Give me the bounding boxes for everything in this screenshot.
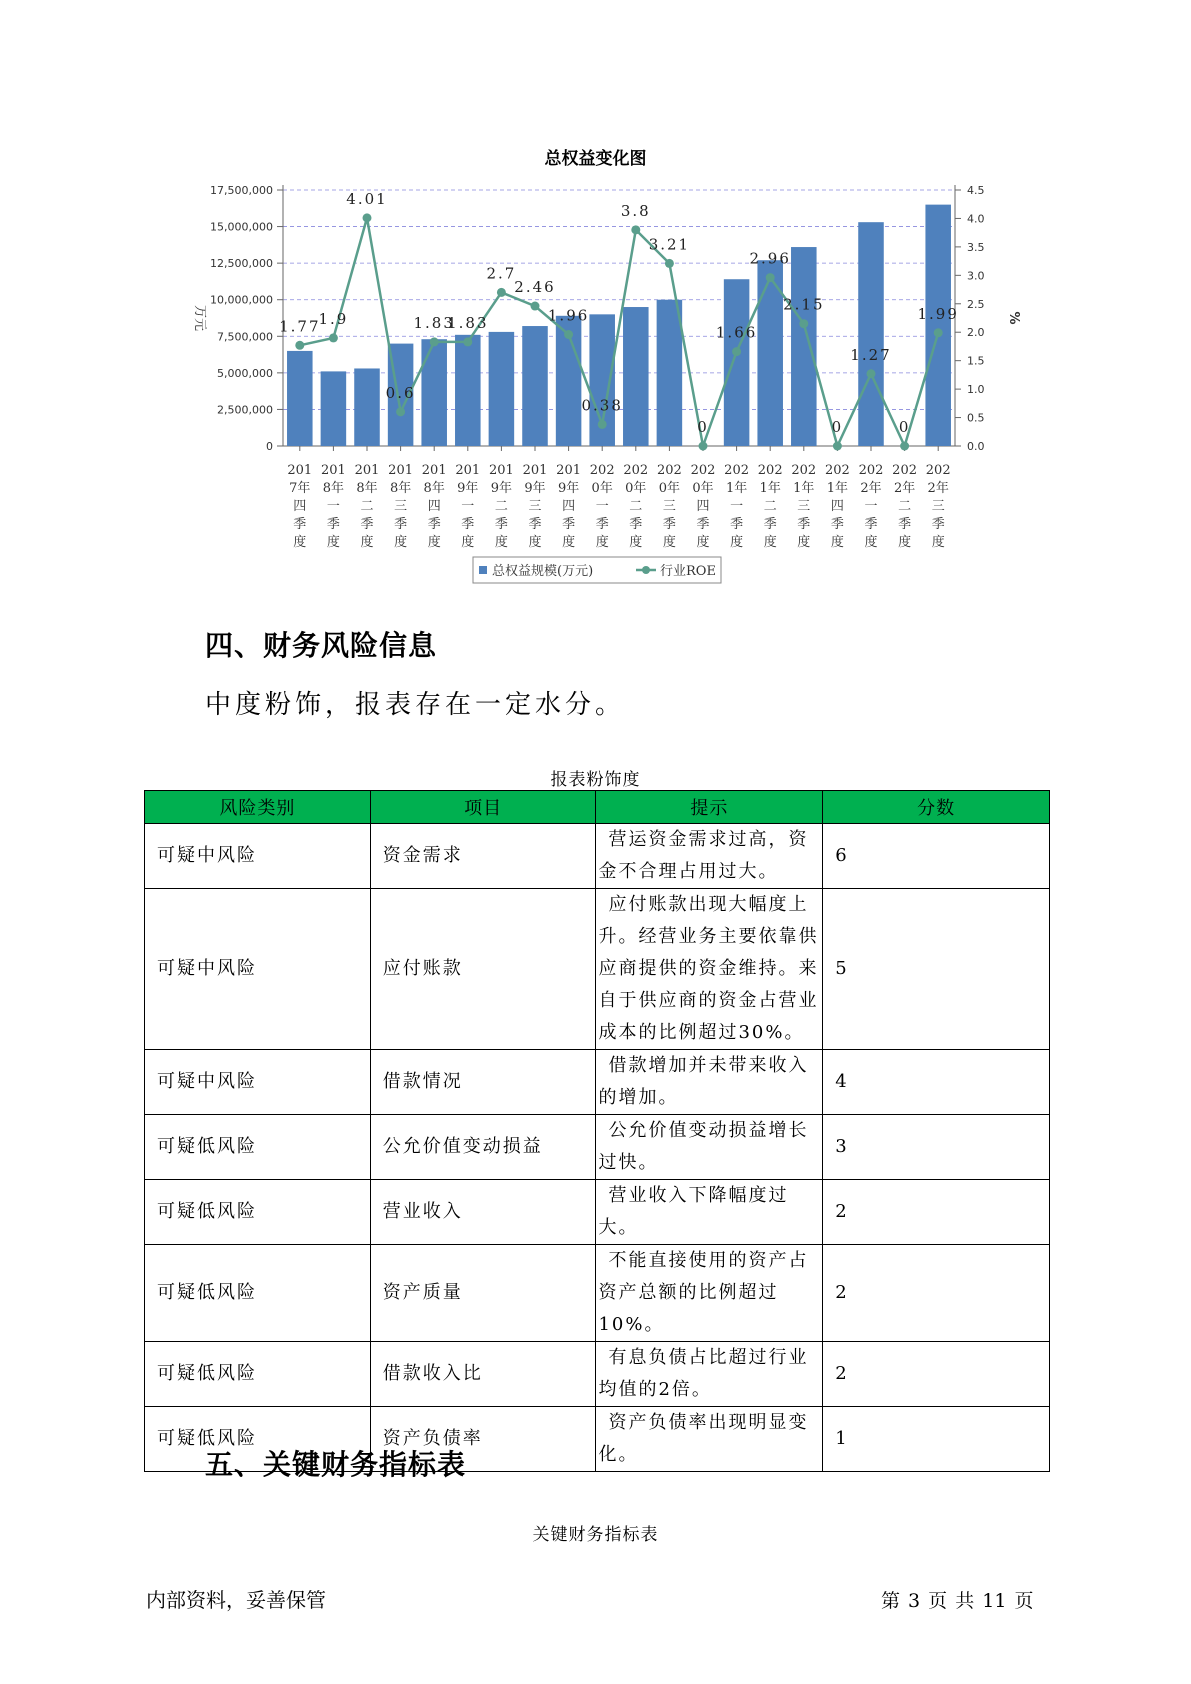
- x-axis-tick-label: 0年: [658, 481, 681, 496]
- tip-cell: 营运资金需求过高，资金不合理占用过大。: [596, 824, 823, 889]
- risk-category-cell: 可疑中风险: [145, 889, 371, 1050]
- x-axis-tick-label: 三: [394, 499, 408, 514]
- x-axis-tick-label: 8年: [356, 481, 378, 496]
- item-cell: 资产负债率: [370, 1407, 596, 1472]
- x-axis-tick-label: 季: [595, 517, 609, 532]
- x-axis-tick-label: 度: [595, 535, 609, 550]
- item-cell: 借款收入比: [370, 1342, 596, 1407]
- score-cell: 2: [823, 1342, 1050, 1407]
- x-axis-tick-label: 度: [629, 535, 643, 550]
- bar: [724, 279, 750, 446]
- risk-category-cell: 可疑低风险: [145, 1115, 371, 1180]
- x-axis-tick-label: 季: [494, 517, 508, 532]
- right-axis-tick-label: 4.0: [967, 212, 985, 226]
- legend-line-label: 行业ROE: [660, 564, 716, 579]
- tip-cell: 资产负债率出现明显变化。: [596, 1407, 823, 1472]
- x-axis-tick-label: 9年: [524, 481, 546, 496]
- x-axis-tick-label: 季: [528, 517, 542, 532]
- x-axis-tick-label: 9年: [557, 481, 580, 496]
- score-cell: 1: [823, 1407, 1050, 1472]
- x-axis-tick-label: 一: [326, 499, 340, 514]
- x-axis-tick-label: 202: [656, 463, 682, 478]
- right-axis-tick-label: 2.5: [967, 297, 985, 311]
- x-axis-tick-label: 202: [589, 463, 615, 478]
- left-axis-tick-label: 5,000,000: [217, 366, 273, 380]
- item-cell: 营业收入: [370, 1180, 596, 1245]
- x-axis-tick-label: 度: [864, 535, 878, 550]
- risk-table: [144, 790, 1050, 1472]
- x-axis-tick-label: 二: [494, 499, 508, 514]
- x-axis-tick-label: 度: [763, 535, 777, 550]
- score-cell: 4: [823, 1050, 1050, 1115]
- header-item: 项目: [370, 791, 596, 824]
- x-axis-tick-label: 度: [494, 535, 508, 550]
- x-axis-tick-label: 季: [898, 517, 912, 532]
- right-axis-tick-label: 4.5: [967, 184, 985, 197]
- roe-data-label: 1.77: [279, 317, 321, 336]
- bar: [287, 351, 313, 446]
- roe-data-label: 1.27: [850, 345, 892, 364]
- roe-data-label: 1.83: [447, 313, 489, 332]
- risk-category-cell: 可疑低风险: [145, 1245, 371, 1342]
- x-axis-tick-label: 季: [763, 517, 777, 532]
- x-axis-tick-label: 1年: [826, 481, 849, 496]
- roe-data-label: 1.96: [547, 306, 590, 325]
- legend-line-marker: [642, 566, 650, 574]
- x-axis-tick-label: 二: [360, 499, 374, 514]
- score-cell: 2: [823, 1245, 1050, 1342]
- x-axis-tick-label: 度: [427, 535, 441, 550]
- x-axis-tick-label: 2年: [893, 481, 916, 496]
- footer-page-number: 第 3 页 共 11 页: [881, 1590, 1034, 1612]
- x-axis-tick-label: 度: [830, 535, 844, 550]
- right-axis-tick-label: 1.0: [967, 383, 985, 397]
- x-axis-tick-label: 度: [293, 535, 307, 550]
- table-row: [145, 824, 1050, 889]
- x-axis-tick-label: 季: [461, 517, 475, 532]
- roe-data-label: 1.66: [715, 323, 758, 342]
- x-axis-tick-label: 201: [421, 463, 447, 478]
- x-axis-tick-label: 季: [360, 517, 374, 532]
- x-axis-tick-label: 0年: [591, 481, 613, 496]
- x-axis-tick-label: 202: [791, 463, 817, 478]
- bar: [321, 371, 347, 446]
- x-axis-tick-label: 四: [830, 499, 844, 514]
- x-axis-tick-label: 季: [326, 517, 340, 532]
- roe-point: [363, 213, 372, 222]
- x-axis-tick-label: 202: [824, 463, 850, 478]
- bar: [623, 307, 649, 446]
- tip-cell: 应付账款出现大幅度上升。经营业务主要依靠供应商提供的资金维持。来自于供应商的资金占营业成本的比例超过30%。: [596, 889, 823, 1050]
- score-cell: 3: [823, 1115, 1050, 1180]
- item-cell: 公允价值变动损益: [370, 1115, 596, 1180]
- x-axis-tick-label: 202: [724, 463, 750, 478]
- x-axis-tick-label: 三: [931, 499, 945, 514]
- tip-cell: 不能直接使用的资产占资产总额的比例超过10%。: [596, 1245, 823, 1342]
- left-axis-tick-label: 10,000,000: [210, 293, 273, 307]
- right-axis-tick-label: 1.5: [967, 354, 985, 368]
- item-cell: 资产质量: [370, 1245, 596, 1342]
- bar: [354, 368, 380, 446]
- x-axis-tick-label: 季: [830, 517, 844, 532]
- x-axis-tick-label: 一: [461, 499, 475, 514]
- x-axis-tick-label: 季: [293, 517, 307, 532]
- table-row: [145, 1115, 1050, 1180]
- score-cell: 2: [823, 1180, 1050, 1245]
- left-axis-tick-label: 17,500,000: [210, 184, 273, 197]
- x-axis-tick-label: 度: [797, 535, 811, 550]
- x-axis-tick-label: 四: [427, 499, 441, 514]
- x-axis-tick-label: 四: [696, 499, 710, 514]
- x-axis-tick-label: 季: [662, 517, 676, 532]
- x-axis-tick-label: 9年: [490, 481, 513, 496]
- bar: [489, 332, 515, 446]
- x-axis-tick-label: 季: [730, 517, 744, 532]
- x-axis-tick-label: 202: [858, 463, 884, 478]
- roe-point: [934, 328, 943, 337]
- x-axis-tick-label: 度: [696, 535, 710, 550]
- roe-point: [329, 333, 338, 342]
- left-axis-tick-label: 0: [266, 440, 273, 453]
- header-tip: 提示: [596, 791, 823, 824]
- score-cell: 5: [823, 889, 1050, 1050]
- roe-point: [766, 273, 775, 282]
- x-axis-tick-label: 季: [394, 517, 408, 532]
- tip-cell: 公允价值变动损益增长过快。: [596, 1115, 823, 1180]
- legend-bar-swatch: [479, 566, 487, 574]
- roe-data-label: 0: [898, 418, 911, 436]
- roe-data-label: 2.96: [749, 249, 791, 268]
- x-axis-tick-label: 季: [562, 517, 576, 532]
- roe-point: [900, 442, 909, 451]
- left-axis-tick-label: 12,500,000: [210, 257, 273, 271]
- roe-point: [732, 347, 741, 356]
- x-axis-tick-label: 202: [892, 463, 918, 478]
- bar: [657, 300, 683, 446]
- roe-point: [295, 341, 304, 350]
- x-axis-tick-label: 1年: [759, 481, 781, 496]
- x-axis-tick-label: 202: [623, 463, 649, 478]
- risk-category-cell: 可疑中风险: [145, 1050, 371, 1115]
- x-axis-tick-label: 201: [488, 463, 514, 478]
- table-row: [145, 1342, 1050, 1407]
- equity-chart: [0, 0, 1191, 600]
- roe-point: [833, 442, 842, 451]
- x-axis-tick-label: 8年: [322, 481, 345, 496]
- roe-point: [396, 407, 405, 416]
- x-axis-tick-label: 度: [562, 535, 576, 550]
- x-axis-tick-label: 四: [293, 499, 307, 514]
- x-axis-tick-label: 一: [864, 499, 878, 514]
- risk-category-cell: 可疑中风险: [145, 824, 371, 889]
- roe-data-label: 1.99: [917, 304, 959, 323]
- x-axis-tick-label: 季: [931, 517, 945, 532]
- roe-point: [463, 337, 472, 346]
- item-cell: 借款情况: [370, 1050, 596, 1115]
- x-axis-tick-label: 201: [320, 463, 346, 478]
- roe-point: [564, 330, 573, 339]
- table-row: [145, 1050, 1050, 1115]
- x-axis-tick-label: 度: [394, 535, 408, 550]
- right-axis-tick-label: 3.0: [967, 269, 985, 283]
- x-axis-tick-label: 度: [461, 535, 475, 550]
- roe-data-label: 0: [697, 418, 709, 436]
- x-axis-tick-label: 202: [925, 463, 951, 478]
- x-axis-tick-label: 7年: [289, 481, 311, 496]
- x-axis-tick-label: 201: [388, 463, 414, 478]
- roe-point: [799, 319, 808, 328]
- table-row: [145, 1245, 1050, 1342]
- bar: [455, 335, 481, 446]
- roe-point: [430, 337, 439, 346]
- right-axis-tick-label: 0.5: [967, 411, 985, 425]
- x-axis-tick-label: 0年: [692, 481, 714, 496]
- tip-cell: 营业收入下降幅度过大。: [596, 1180, 823, 1245]
- roe-point: [699, 442, 708, 451]
- section-5-heading: 五、关键财务指标表: [205, 1448, 467, 1481]
- x-axis-tick-label: 二: [763, 499, 777, 514]
- x-axis-tick-label: 季: [797, 517, 811, 532]
- score-cell: 6: [823, 824, 1050, 889]
- header-score: 分数: [823, 791, 1050, 824]
- right-axis-tick-label: 2.0: [967, 326, 985, 340]
- x-axis-tick-label: 202: [690, 463, 716, 478]
- roe-point: [497, 288, 506, 297]
- roe-point: [598, 420, 607, 429]
- roe-data-label: 2.46: [514, 278, 556, 297]
- x-axis-tick-label: 三: [662, 499, 676, 514]
- x-axis-tick-label: 二: [898, 499, 912, 514]
- right-axis-title: %: [1006, 311, 1021, 325]
- x-axis-tick-label: 度: [528, 535, 542, 550]
- left-axis-title: 万元: [192, 304, 207, 332]
- roe-data-label: 2.7: [486, 264, 517, 283]
- roe-data-label: 3.21: [648, 235, 691, 254]
- x-axis-tick-label: 度: [730, 535, 744, 550]
- risk-category-cell: 可疑低风险: [145, 1180, 371, 1245]
- roe-data-label: 0.6: [385, 383, 416, 402]
- table-row: [145, 889, 1050, 1050]
- x-axis-tick-label: 201: [354, 463, 380, 478]
- x-axis-tick-label: 季: [696, 517, 710, 532]
- roe-data-label: 0.38: [581, 396, 623, 415]
- roe-data-label: 2.15: [783, 295, 825, 314]
- roe-data-label: 0: [831, 418, 844, 436]
- x-axis-tick-label: 8年: [423, 481, 445, 496]
- x-axis-tick-label: 202: [757, 463, 783, 478]
- x-axis-tick-label: 度: [360, 535, 374, 550]
- roe-data-label: 4.01: [346, 189, 388, 208]
- right-axis-tick-label: 3.5: [967, 240, 985, 254]
- bar: [421, 339, 447, 446]
- x-axis-tick-label: 二: [629, 499, 643, 514]
- header-risk-category: 风险类别: [145, 791, 371, 824]
- bar: [791, 247, 817, 446]
- chart-title: 总权益变化图: [544, 149, 647, 169]
- risk-category-cell: 可疑低风险: [145, 1407, 371, 1472]
- roe-point: [531, 302, 540, 311]
- x-axis-tick-label: 度: [898, 535, 912, 550]
- item-cell: 应付账款: [370, 889, 596, 1050]
- bar: [925, 205, 951, 446]
- roe-data-label: 1.83: [413, 313, 455, 332]
- x-axis-tick-label: 四: [562, 499, 576, 514]
- left-axis-tick-label: 15,000,000: [210, 220, 273, 234]
- x-axis-tick-label: 度: [326, 535, 340, 550]
- x-axis-tick-label: 一: [730, 499, 744, 514]
- x-axis-tick-label: 1年: [725, 481, 748, 496]
- x-axis-tick-label: 2年: [860, 481, 882, 496]
- x-axis-tick-label: 9年: [457, 481, 479, 496]
- risk-summary-text: 中度粉饰，报表存在一定水分。: [205, 690, 626, 720]
- key-indicators-caption: 关键财务指标表: [532, 1525, 659, 1545]
- x-axis-tick-label: 三: [528, 499, 542, 514]
- x-axis-tick-label: 8年: [389, 481, 412, 496]
- x-axis-tick-label: 201: [556, 463, 582, 478]
- roe-point: [631, 225, 640, 234]
- tip-cell: 有息负债占比超过行业均值的2倍。: [596, 1342, 823, 1407]
- x-axis-tick-label: 2年: [927, 481, 949, 496]
- item-cell: 资金需求: [370, 824, 596, 889]
- roe-point: [665, 259, 674, 268]
- table-row: [145, 1180, 1050, 1245]
- left-axis-tick-label: 7,500,000: [217, 330, 273, 344]
- x-axis-tick-label: 201: [287, 463, 313, 478]
- x-axis-tick-label: 三: [797, 499, 811, 514]
- footer-confidential-note: 内部资料，妥善保管: [146, 1588, 326, 1612]
- section-4-heading: 四、财务风险信息: [205, 629, 438, 662]
- roe-data-label: 3.8: [620, 201, 651, 220]
- legend-bar-label: 总权益规模(万元): [492, 564, 594, 579]
- x-axis-tick-label: 季: [629, 517, 643, 532]
- risk-table-header-row: [145, 791, 1050, 824]
- roe-point: [867, 369, 876, 378]
- x-axis-tick-label: 1年: [793, 481, 815, 496]
- x-axis-tick-label: 季: [427, 517, 441, 532]
- tip-cell: 借款增加并未带来收入的增加。: [596, 1050, 823, 1115]
- roe-data-label: 1.9: [318, 309, 349, 328]
- x-axis-tick-label: 度: [662, 535, 676, 550]
- left-axis-tick-label: 2,500,000: [217, 403, 273, 417]
- x-axis-tick-label: 0年: [625, 481, 647, 496]
- x-axis-tick-label: 201: [522, 463, 548, 478]
- risk-table-caption: 报表粉饰度: [550, 770, 641, 790]
- risk-category-cell: 可疑低风险: [145, 1342, 371, 1407]
- x-axis-tick-label: 一: [595, 499, 609, 514]
- right-axis-tick-label: 0.0: [967, 440, 985, 453]
- bar: [522, 326, 548, 446]
- x-axis-tick-label: 201: [455, 463, 481, 478]
- x-axis-tick-label: 季: [864, 517, 878, 532]
- x-axis-tick-label: 度: [931, 535, 945, 550]
- bar: [858, 222, 884, 446]
